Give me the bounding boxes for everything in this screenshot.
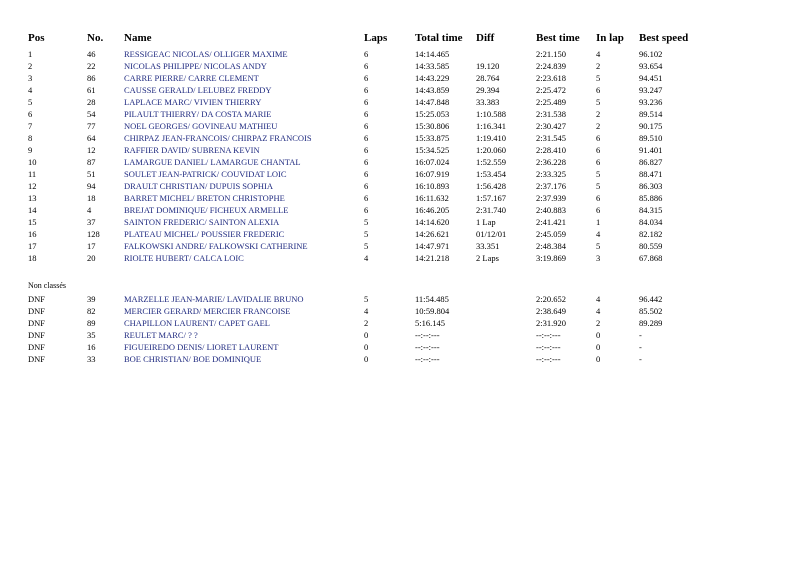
cell-laps: 6 [364,157,369,167]
cell-best-speed: 90.175 [639,121,663,131]
table-row [28,216,709,228]
classified-results [28,48,709,264]
cell-name: RIOLTE HUBERT/ CALCA LOIC [124,253,244,263]
cell-pos: 5 [28,97,33,107]
cell-pos: 2 [28,61,33,71]
cell-laps: 0 [364,342,369,352]
cell-in-lap: 5 [596,97,601,107]
cell-best-time: 2:33.325 [536,169,566,179]
table-row [28,108,709,120]
cell-name: RESSIGEAC NICOLAS/ OLLIGER MAXIME [124,49,288,59]
cell-best-time: --:--:--- [536,342,561,352]
cell-name: SAINTON FREDERIC/ SAINTON ALEXIA [124,217,280,227]
cell-diff: 2:31.740 [476,205,506,215]
cell-total-time: 15:34.525 [415,145,450,155]
cell-name: SOULET JEAN-PATRICK/ COUVIDAT LOIC [124,169,287,179]
cell-name: FIGUEIREDO DENIS/ LIORET LAURENT [124,342,279,352]
cell-in-lap: 2 [596,61,601,71]
cell-best-time: 2:36.228 [536,157,566,167]
cell-diff: 33.351 [476,241,500,251]
cell-in-lap: 3 [596,253,601,263]
cell-total-time: 14:26.621 [415,229,450,239]
cell-best-time: 2:23.618 [536,73,566,83]
non-classified-label: Non classés [28,281,66,290]
cell-best-speed: 82.182 [639,229,663,239]
cell-best-speed: - [639,342,642,352]
cell-no: 37 [87,217,96,227]
cell-total-time: 14:14.465 [415,49,450,59]
cell-diff: 28.764 [476,73,500,83]
cell-total-time: 16:07.024 [415,157,450,167]
table-row [28,72,709,84]
cell-in-lap: 2 [596,109,601,119]
table-row [28,293,709,305]
cell-best-time: 3:19.869 [536,253,566,263]
header-no: No. [87,32,104,44]
table-row [28,84,709,96]
cell-total-time: 16:10.893 [415,181,450,191]
cell-laps: 6 [364,181,369,191]
cell-pos: 3 [28,73,33,83]
cell-laps: 0 [364,330,369,340]
cell-pos: 12 [28,181,37,191]
header-laps: Laps [364,32,388,44]
cell-pos: 7 [28,121,33,131]
cell-total-time: 14:47.848 [415,97,450,107]
header-diff: Diff [476,32,495,44]
table-row [28,120,709,132]
cell-best-time: 2:31.538 [536,109,566,119]
cell-best-speed: 93.654 [639,61,663,71]
cell-diff: 29.394 [476,85,500,95]
non-classified-section [28,264,709,293]
cell-in-lap: 5 [596,73,601,83]
cell-no: 128 [87,229,100,239]
cell-diff: 33.383 [476,97,500,107]
cell-best-speed: 86.303 [639,181,663,191]
header-pos: Pos [28,32,45,44]
cell-name: CAUSSE GERALD/ LELUBEZ FREDDY [124,85,272,95]
cell-name: MERCIER GERARD/ MERCIER FRANCOISE [124,306,291,316]
cell-name: LAPLACE MARC/ VIVIEN THIERRY [124,97,262,107]
cell-diff: 1:10.588 [476,109,506,119]
cell-best-time: 2:37.939 [536,193,566,203]
cell-best-speed: 91.401 [639,145,663,155]
cell-laps: 6 [364,121,369,131]
cell-name: CARRE PIERRE/ CARRE CLEMENT [124,73,259,83]
cell-total-time: 16:46.205 [415,205,450,215]
table-row [28,144,709,156]
cell-total-time: 14:14.620 [415,217,450,227]
cell-diff [476,329,536,341]
cell-in-lap: 4 [596,306,601,316]
cell-best-speed: 89.289 [639,318,663,328]
cell-laps: 5 [364,294,369,304]
cell-total-time: 14:21.218 [415,253,450,263]
cell-in-lap: 2 [596,121,601,131]
table-row [28,341,709,353]
cell-laps: 6 [364,193,369,203]
cell-name: LAMARGUE DANIEL/ LAMARGUE CHANTAL [124,157,301,167]
cell-total-time: 10:59.804 [415,306,450,316]
cell-in-lap: 5 [596,169,601,179]
cell-pos: 10 [28,157,37,167]
cell-in-lap: 0 [596,342,601,352]
cell-total-time: 15:33.875 [415,133,450,143]
table-row [28,60,709,72]
cell-no: 18 [87,193,96,203]
cell-best-time: 2:25.472 [536,85,566,95]
cell-best-time: 2:38.649 [536,306,566,316]
cell-best-time: --:--:--- [536,330,561,340]
cell-best-speed: 96.102 [639,49,663,59]
cell-in-lap: 6 [596,157,601,167]
cell-laps: 6 [364,109,369,119]
cell-pos: DNF [28,306,46,316]
cell-pos: 15 [28,217,37,227]
cell-no: 17 [87,241,96,251]
table-row [28,168,709,180]
cell-name: PILAULT THIERRY/ DA COSTA MARIE [124,109,272,119]
cell-pos: 4 [28,85,33,95]
cell-laps: 0 [364,354,369,364]
table-row [28,156,709,168]
cell-pos: DNF [28,318,46,328]
cell-best-speed: - [639,354,642,364]
cell-best-time: 2:31.545 [536,133,566,143]
non-classified-header-row [28,278,709,293]
non-classified-results [28,293,709,365]
cell-pos: 16 [28,229,37,239]
cell-pos: DNF [28,354,46,364]
table-row [28,132,709,144]
table-row [28,329,709,341]
cell-pos: 8 [28,133,33,143]
cell-best-speed: 84.315 [639,205,663,215]
cell-total-time: 16:07.919 [415,169,450,179]
table-row [28,96,709,108]
header-total-time: Total time [415,32,463,44]
cell-in-lap: 5 [596,241,601,251]
cell-best-time: 2:48.384 [536,241,566,251]
cell-pos: 9 [28,145,33,155]
cell-laps: 6 [364,97,369,107]
cell-name: PLATEAU MICHEL/ POUSSIER FREDERIC [124,229,285,239]
cell-in-lap: 6 [596,85,601,95]
cell-name: REULET MARC/ ? ? [124,330,198,340]
section-spacer [28,264,709,278]
cell-total-time: 14:33.585 [415,61,450,71]
cell-in-lap: 6 [596,193,601,203]
cell-diff: 01/12/01 [476,229,507,239]
cell-best-speed: 93.236 [639,97,663,107]
cell-pos: 1 [28,49,33,59]
cell-pos: DNF [28,294,46,304]
cell-no: 86 [87,73,96,83]
cell-no: 22 [87,61,96,71]
table-row [28,305,709,317]
cell-no: 89 [87,318,96,328]
cell-no: 46 [87,49,96,59]
cell-diff: 1 Lap [476,217,496,227]
cell-total-time: 5:16.145 [415,318,445,328]
cell-name: CHAPILLON LAURENT/ CAPET GAEL [124,318,270,328]
cell-best-time: --:--:--- [536,354,561,364]
cell-in-lap: 6 [596,205,601,215]
cell-best-speed: 86.827 [639,157,663,167]
cell-total-time: 11:54.485 [415,294,449,304]
cell-no: 87 [87,157,96,167]
cell-laps: 5 [364,229,369,239]
cell-best-time: 2:21.150 [536,49,566,59]
cell-laps: 6 [364,61,369,71]
cell-name: BARRET MICHEL/ BRETON CHRISTOPHE [124,193,285,203]
cell-best-speed: 89.510 [639,133,663,143]
header-name: Name [124,32,152,44]
cell-no: 12 [87,145,96,155]
cell-in-lap: 2 [596,318,601,328]
cell-no: 28 [87,97,96,107]
cell-no: 33 [87,354,96,364]
cell-best-speed: 85.886 [639,193,663,203]
cell-in-lap: 5 [596,181,601,191]
cell-no: 61 [87,85,96,95]
cell-in-lap: 0 [596,354,601,364]
header-best-speed: Best speed [639,32,689,44]
cell-best-speed: 88.471 [639,169,663,179]
cell-diff: 1:19.410 [476,133,506,143]
table-row [28,353,709,365]
table-row [28,48,709,60]
cell-diff: 1:53.454 [476,169,506,179]
cell-name: FALKOWSKI ANDRE/ FALKOWSKI CATHERINE [124,241,308,251]
cell-total-time: --:--:--- [415,342,440,352]
cell-pos: 17 [28,241,37,251]
cell-diff [476,293,536,305]
table-row [28,180,709,192]
cell-no: 16 [87,342,96,352]
cell-in-lap: 6 [596,133,601,143]
cell-no: 51 [87,169,96,179]
cell-total-time: --:--:--- [415,330,440,340]
cell-in-lap: 6 [596,145,601,155]
cell-in-lap: 1 [596,217,601,227]
table-row [28,240,709,252]
cell-no: 94 [87,181,96,191]
cell-best-time: 2:20.652 [536,294,566,304]
cell-best-time: 2:25.489 [536,97,566,107]
cell-no: 35 [87,330,96,340]
cell-pos: 6 [28,109,33,119]
cell-best-time: 2:37.176 [536,181,566,191]
cell-total-time: 15:30.806 [415,121,450,131]
cell-best-time: 2:45.059 [536,229,566,239]
cell-laps: 6 [364,145,369,155]
cell-no: 39 [87,294,96,304]
cell-laps: 6 [364,49,369,59]
cell-best-speed: 84.034 [639,217,663,227]
cell-diff: 1:16.341 [476,121,506,131]
cell-total-time: 16:11.632 [415,193,449,203]
cell-total-time: 14:43.859 [415,85,450,95]
table-row [28,317,709,329]
cell-name: MARZELLE JEAN-MARIE/ LAVIDALIE BRUNO [124,294,304,304]
cell-best-speed: 80.559 [639,241,663,251]
header-in-lap: In lap [596,32,624,44]
cell-name: BOE CHRISTIAN/ BOE DOMINIQUE [124,354,262,364]
cell-best-speed: 96.442 [639,294,663,304]
cell-laps: 5 [364,217,369,227]
cell-best-time: 2:24.839 [536,61,566,71]
cell-no: 20 [87,253,96,263]
cell-total-time: 15:25.053 [415,109,450,119]
cell-best-time: 2:30.427 [536,121,566,131]
results-table [28,32,709,365]
cell-diff: 1:52.559 [476,157,506,167]
cell-diff [476,48,536,60]
cell-diff: 2 Laps [476,253,499,263]
table-row [28,192,709,204]
cell-pos: 14 [28,205,37,215]
cell-diff [476,305,536,317]
cell-in-lap: 4 [596,229,601,239]
cell-best-speed: 67.868 [639,253,663,263]
cell-in-lap: 0 [596,330,601,340]
cell-diff [476,341,536,353]
cell-laps: 6 [364,85,369,95]
cell-pos: 13 [28,193,37,203]
cell-best-speed: 93.247 [639,85,663,95]
cell-no: 54 [87,109,96,119]
cell-total-time: 14:47.971 [415,241,450,251]
cell-laps: 6 [364,205,369,215]
cell-best-time: 2:31.920 [536,318,566,328]
cell-laps: 4 [364,253,369,263]
table-row [28,228,709,240]
cell-name: BREJAT DOMINIQUE/ FICHEUX ARMELLE [124,205,289,215]
cell-best-time: 2:28.410 [536,145,566,155]
cell-best-speed: 89.514 [639,109,663,119]
cell-no: 77 [87,121,96,131]
header-row [28,32,709,48]
cell-diff: 19.120 [476,61,500,71]
cell-laps: 4 [364,306,369,316]
cell-laps: 2 [364,318,369,328]
cell-no: 64 [87,133,96,143]
cell-pos: DNF [28,330,46,340]
cell-diff [476,353,536,365]
cell-diff: 1:20.060 [476,145,506,155]
cell-best-time: 2:40.883 [536,205,566,215]
cell-pos: 18 [28,253,37,263]
cell-laps: 6 [364,73,369,83]
cell-laps: 5 [364,241,369,251]
cell-best-speed: 85.502 [639,306,663,316]
cell-laps: 6 [364,169,369,179]
header-best-time: Best time [536,32,580,44]
cell-total-time: --:--:--- [415,354,440,364]
cell-laps: 6 [364,133,369,143]
cell-name: NICOLAS PHILIPPE/ NICOLAS ANDY [124,61,267,71]
cell-no: 4 [87,205,92,215]
cell-best-speed: 94.451 [639,73,663,83]
cell-best-speed: - [639,330,642,340]
cell-diff [476,317,536,329]
cell-no: 82 [87,306,96,316]
cell-diff: 1:56.428 [476,181,506,191]
cell-name: CHIRPAZ JEAN-FRANCOIS/ CHIRPAZ FRANCOIS [124,133,312,143]
table-row [28,252,709,264]
cell-in-lap: 4 [596,49,601,59]
table-row [28,204,709,216]
cell-pos: 11 [28,169,37,179]
cell-pos: DNF [28,342,46,352]
cell-name: NOEL GEORGES/ GOVINEAU MATHIEU [124,121,278,131]
cell-name: DRAULT CHRISTIAN/ DUPUIS SOPHIA [124,181,274,191]
cell-total-time: 14:43.229 [415,73,450,83]
cell-best-time: 2:41.421 [536,217,566,227]
cell-in-lap: 4 [596,294,601,304]
cell-diff: 1:57.167 [476,193,506,203]
cell-name: RAFFIER DAVID/ SUBRENA KEVIN [124,145,260,155]
